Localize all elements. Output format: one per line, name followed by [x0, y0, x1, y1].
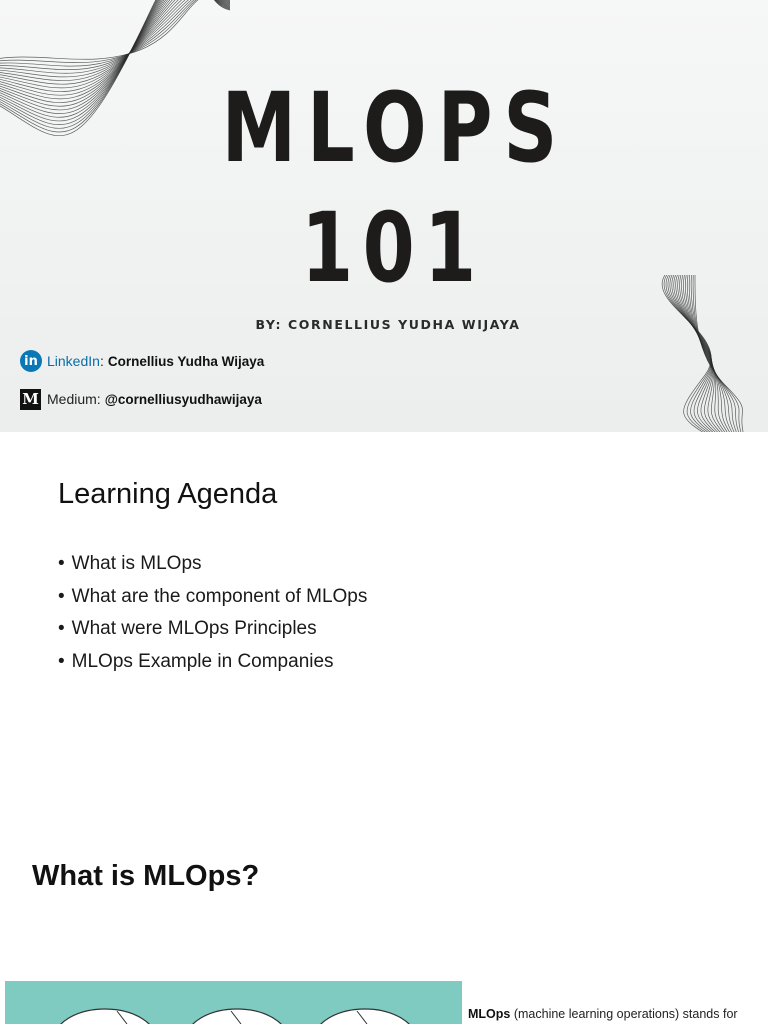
wave-line [0, 0, 230, 73]
mlops-definition [468, 1007, 738, 1021]
section-title: What is MLOps? [32, 860, 260, 892]
medium-contact[interactable] [20, 387, 262, 411]
linkedin-name: Cornellius Yudha Wijaya [107, 353, 265, 369]
medium-label: Medium: [47, 391, 101, 407]
wave-line [0, 0, 230, 66]
linkedin-separator: : [99, 353, 104, 369]
wave-line [689, 275, 739, 432]
agenda-item: • What is MLOps [58, 548, 367, 581]
linkedin-contact[interactable] [20, 349, 264, 373]
wave-line [687, 275, 738, 432]
wave-line [0, 0, 230, 63]
definition-text: (machine learning operations) stands for [513, 1007, 738, 1021]
wave-line [695, 275, 745, 432]
title-slide [0, 0, 768, 432]
linkedin-icon: in [20, 350, 42, 372]
agenda-slide [0, 432, 768, 852]
agenda-item: • What are the component of MLOps [58, 581, 367, 614]
agenda-title: Learning Agenda [58, 478, 278, 510]
wave-line [691, 275, 741, 432]
agenda-list [58, 548, 367, 678]
medium-icon: M [20, 389, 41, 410]
definition-term: MLOps [468, 1007, 511, 1021]
linkedin-label[interactable]: LinkedIn [47, 353, 100, 369]
slide-title-line2: 101 [301, 192, 486, 304]
agenda-item: • MLOps Example in Companies [58, 646, 367, 679]
mlops-diagram-panel [5, 981, 462, 1024]
mlops-cycle-diagram [5, 981, 462, 1024]
author-byline: BY: CORNELLIUS YUDHA WIJAYA [255, 317, 521, 332]
slide-title-line1: MLOPS [221, 72, 569, 184]
medium-handle: @cornelliusyudhawijaya [104, 391, 262, 407]
wave-line [0, 0, 230, 60]
agenda-item: • What were MLOps Principles [58, 613, 367, 646]
